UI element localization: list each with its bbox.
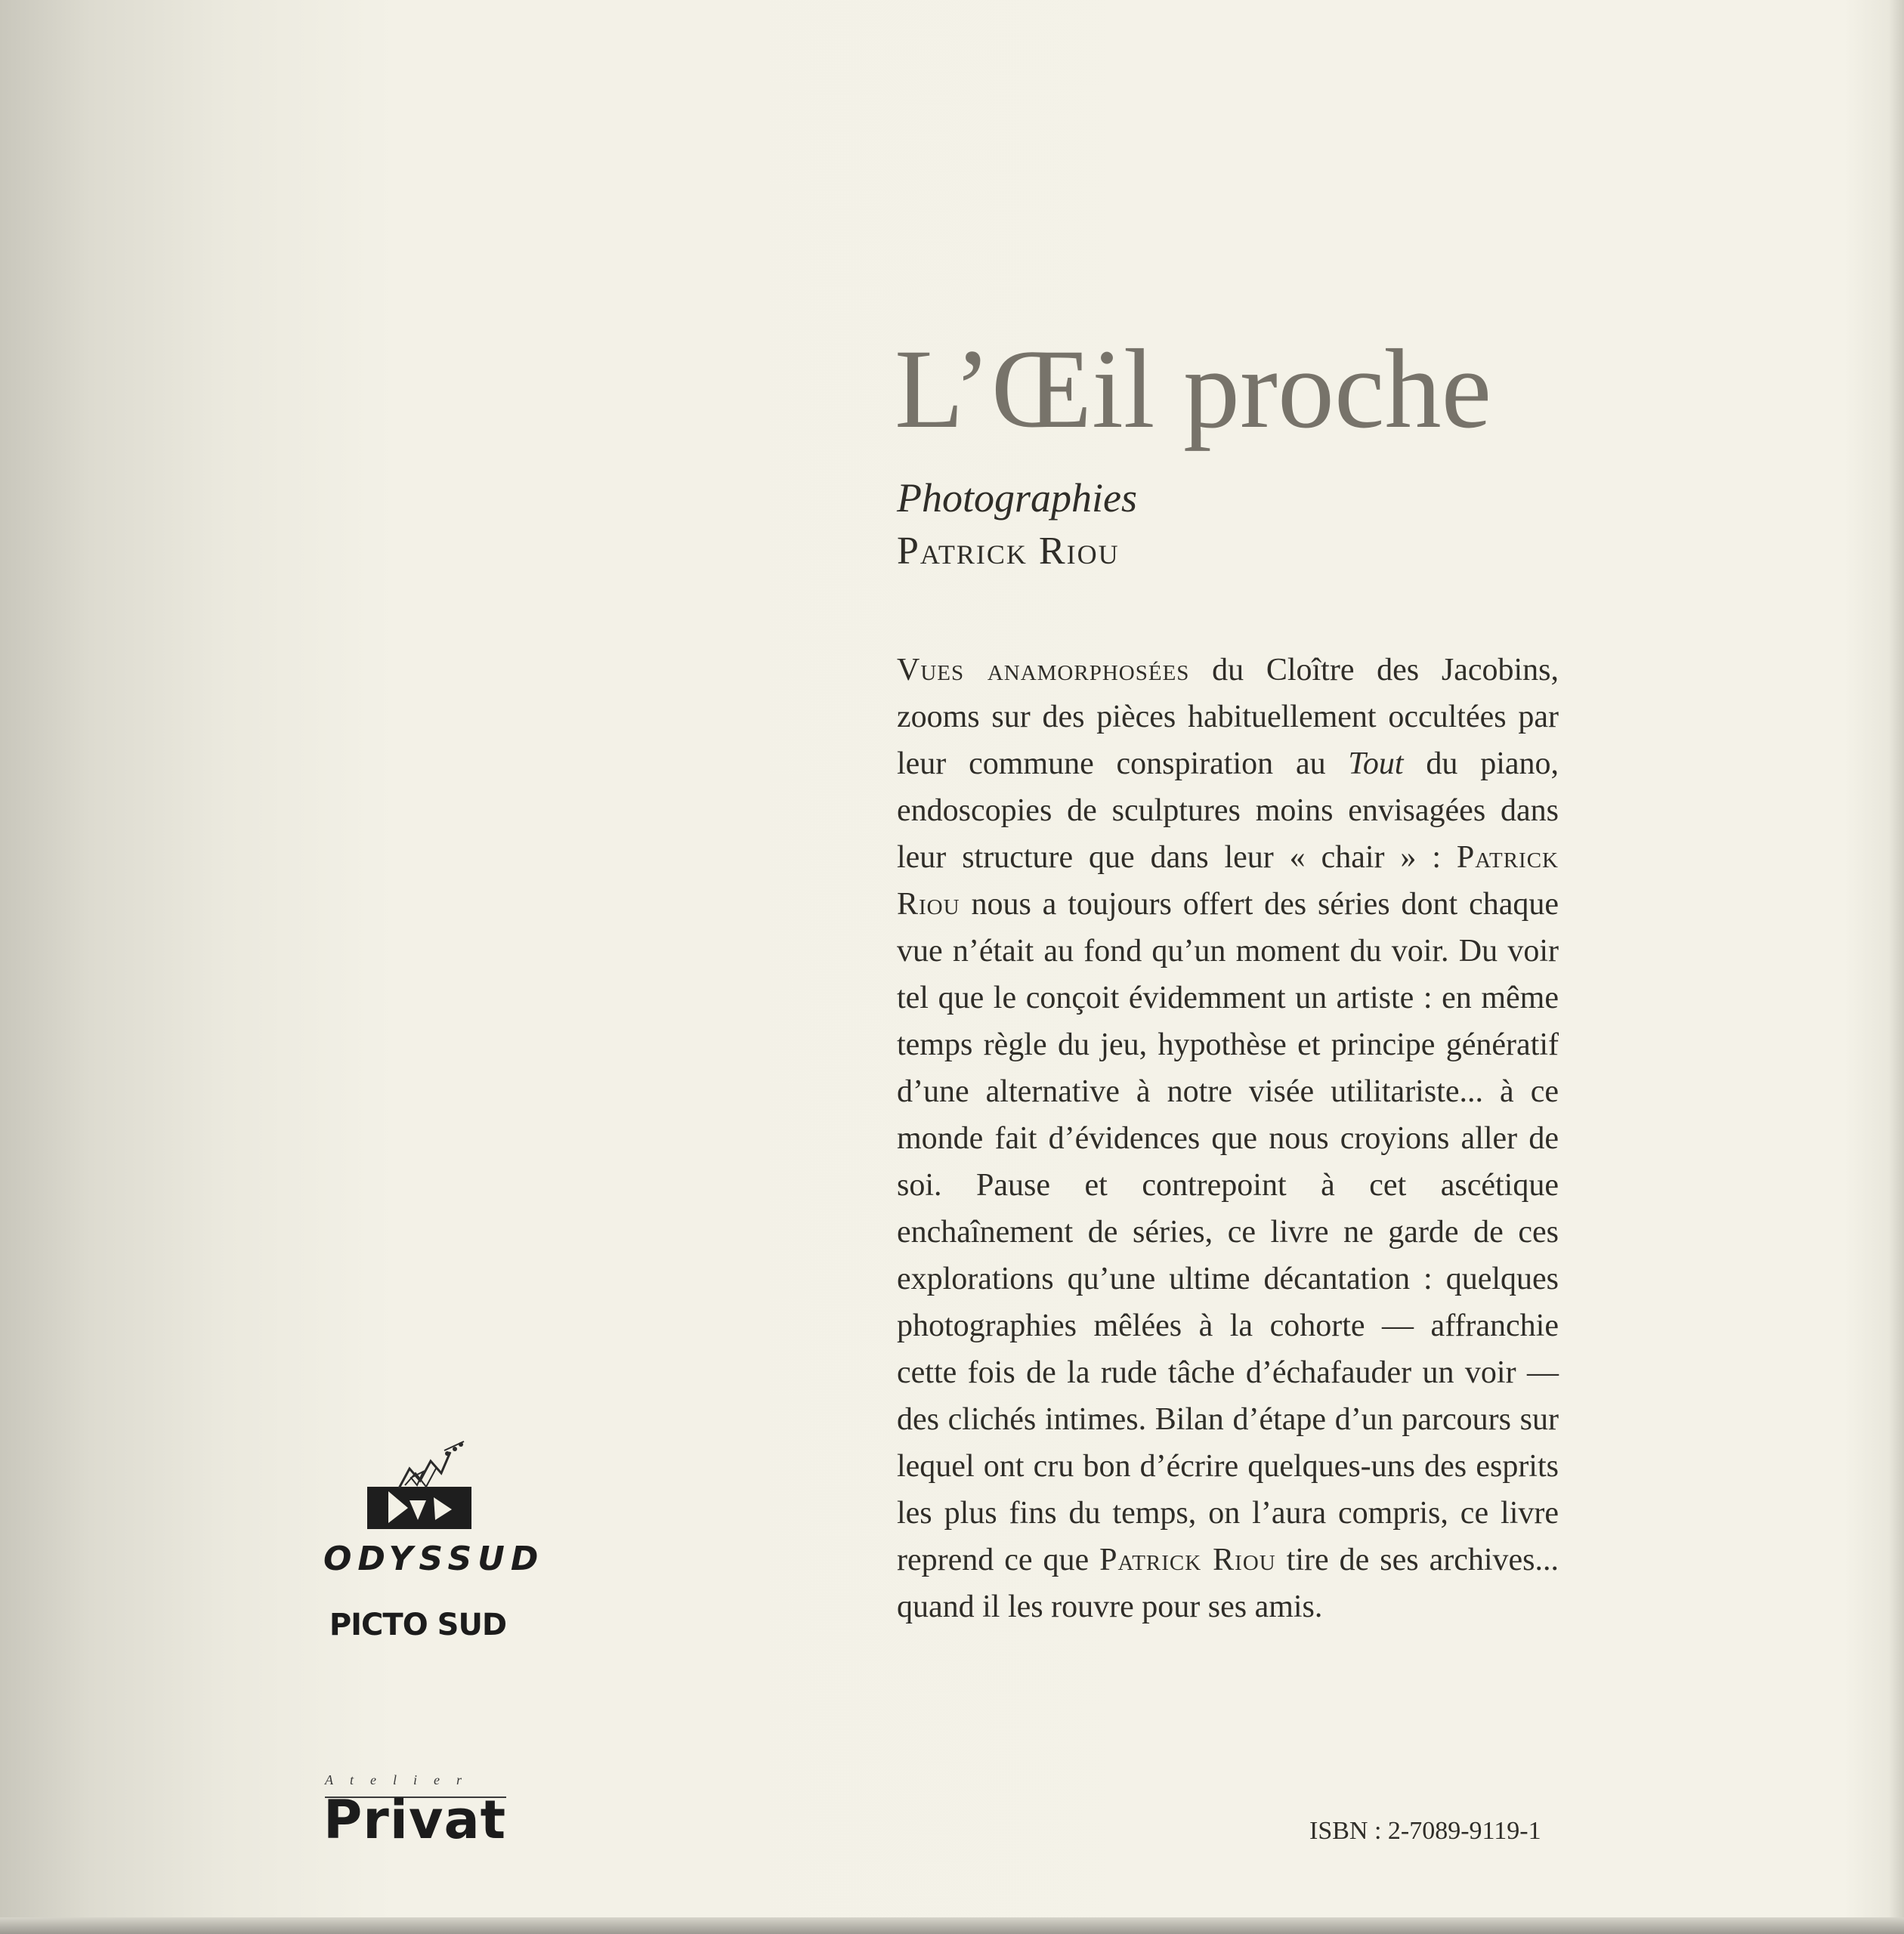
blurb-lead: Vues anamorphosées bbox=[897, 653, 1190, 687]
book-author: Patrick Riou bbox=[897, 530, 1120, 573]
blurb-part-4: tire de ses archives... quand il les rouvre pour ses amis. bbox=[897, 1543, 1559, 1624]
blurb-author-name-1: Patrick Riou bbox=[897, 840, 1559, 922]
blurb-author-name-2: Patrick Riou bbox=[1099, 1543, 1276, 1577]
odyssud-label: ODYSSUD bbox=[323, 1540, 545, 1578]
isbn-number: ISBN : 2-7089-9119-1 bbox=[1309, 1817, 1541, 1845]
page-bottom-edge bbox=[0, 1917, 1904, 1934]
book-title: L’Œil proche bbox=[895, 326, 1492, 452]
privat-label: Privat bbox=[323, 1789, 507, 1851]
odyssud-logo-icon bbox=[363, 1435, 476, 1534]
blurb-part-2: du piano, endoscopies de sculptures moins envisagées dans leur structure que dans leur « chair » : bbox=[897, 746, 1559, 875]
picto-sud-label: PICTO SUD bbox=[329, 1608, 507, 1642]
blurb-text bbox=[897, 647, 1559, 1630]
blurb-italic-word: Tout bbox=[1348, 746, 1404, 781]
blurb-part-3: nous a toujours offert des séries dont chaque vue n’était au fond qu’un moment du voir. Du voir tel que le conçoit évidemment un artiste : en même temps règle du jeu, hypothèse et principe génératif d’une alternative à notre visée utilitariste... à ce monde fait d’évidences que nous croyions aller de soi. Pause et contrepoint à cet ascétique enchaînement de séries, ce livre ne garde de ces explorations qu’une ultime décantation : quelques photographies mêlées à la cohorte — affranchie cette fois de la rude tâche d’échafauder un voir — des clichés intimes. Bilan d’étape d’un parcours sur lequel ont cru bon d’écrire quelques-uns des esprits les plus fins du temps, on l’aura compris, ce livre reprend ce que bbox=[897, 887, 1559, 1577]
blurb-part-1: du Cloître des Jacobins, zooms sur des pièces habituellement occultées par leur commune conspiration au bbox=[897, 653, 1559, 781]
atelier-label: Atelier bbox=[325, 1772, 478, 1787]
book-subtitle: Photographies bbox=[897, 475, 1137, 521]
